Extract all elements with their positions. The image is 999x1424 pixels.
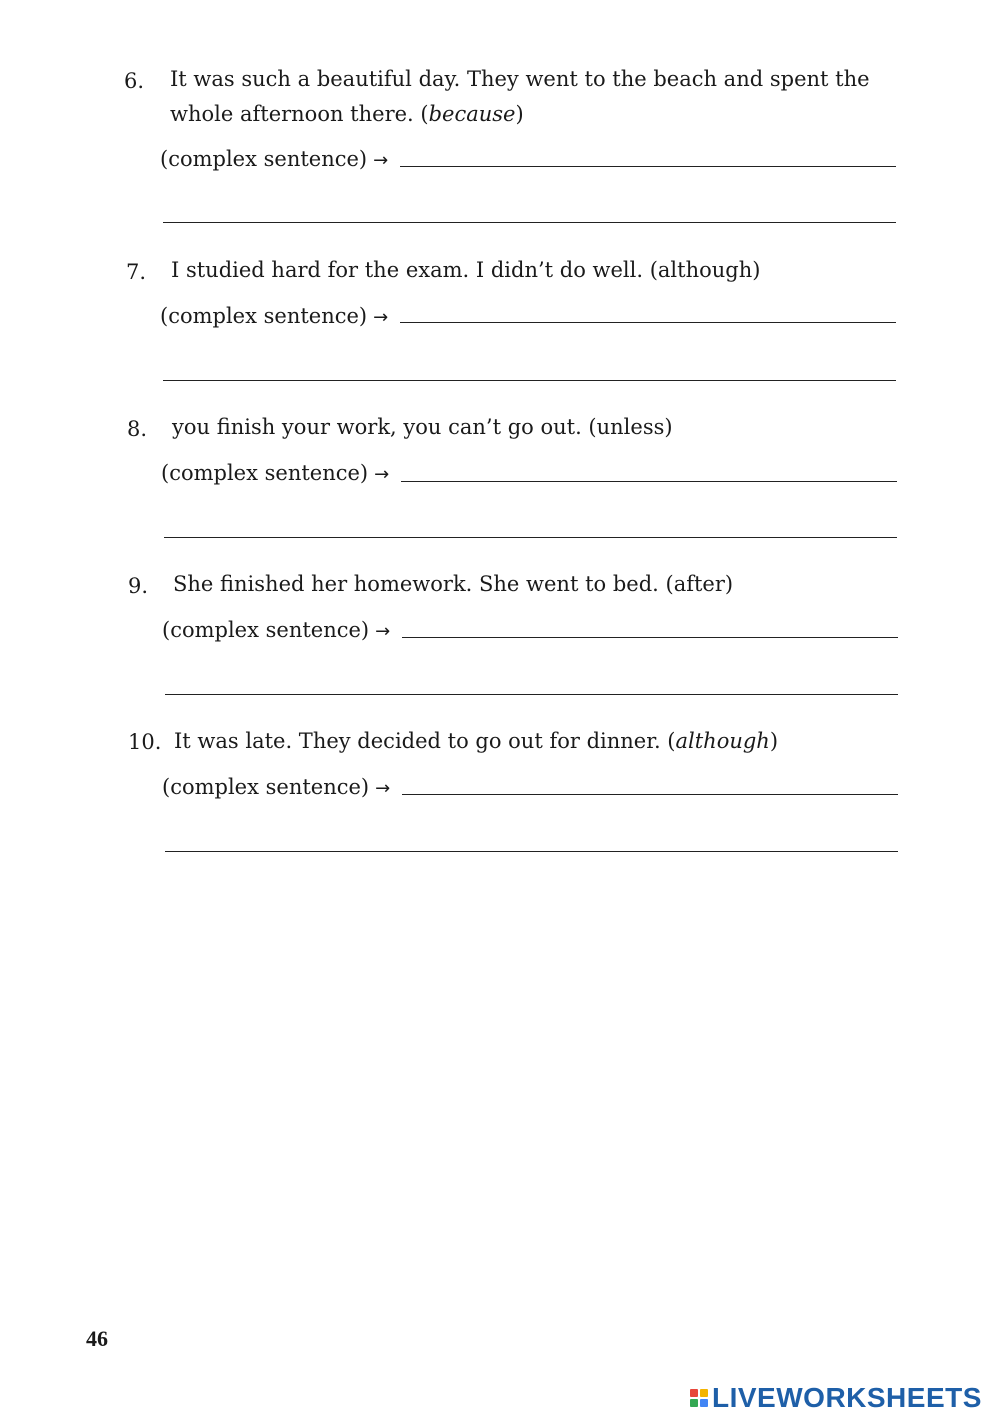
arrow-icon: → (374, 464, 390, 485)
arrow-icon: → (375, 621, 391, 642)
question-prompt: you finish your work, you can’t go out. (unless) (172, 415, 673, 439)
answer-label-row (160, 144, 388, 176)
brand-name: LIVEWORKSHEETS (712, 1382, 982, 1413)
answer-label: (complex sentence) (160, 147, 368, 171)
conjunction-hint: because (428, 102, 516, 126)
answer-line-1[interactable] (401, 481, 897, 482)
question-prompt: She finished her homework. She went to bed. (after) (173, 572, 734, 596)
question-number: 8. (127, 417, 148, 441)
question-number: 6. (124, 69, 145, 93)
logo-square-4 (700, 1399, 708, 1407)
answer-label: (complex sentence) (160, 304, 368, 328)
question-number: 7. (126, 260, 147, 284)
question-number: 9. (128, 574, 149, 598)
answer-line-1[interactable] (400, 322, 896, 323)
answer-line-1[interactable] (402, 794, 898, 795)
logo-square-3 (690, 1399, 698, 1407)
arrow-icon: → (373, 307, 389, 328)
liveworksheets-logo-icon (690, 1389, 708, 1407)
logo-square-2 (700, 1389, 708, 1397)
answer-line-2[interactable] (163, 380, 896, 381)
brand-watermark (690, 1382, 982, 1414)
prompt-end: ) (769, 729, 779, 753)
arrow-icon: → (375, 778, 391, 799)
arrow-icon: → (373, 150, 389, 171)
answer-label: (complex sentence) (162, 775, 370, 799)
prompt-line-2-start: whole afternoon there. ( (170, 102, 429, 126)
page-number: 46 (86, 1326, 108, 1351)
question-prompt (170, 62, 930, 132)
prompt-line-1: It was such a beautiful day. They went to the beach and spent the (170, 67, 870, 91)
answer-line-2[interactable] (165, 694, 898, 695)
logo-square-1 (690, 1389, 698, 1397)
answer-label-row (160, 301, 388, 333)
answer-label-row (162, 615, 390, 647)
answer-line-2[interactable] (165, 851, 898, 852)
question-prompt: I studied hard for the exam. I didn’t do well. (although) (171, 258, 761, 282)
answer-line-2[interactable] (163, 222, 896, 223)
answer-label-row (162, 772, 390, 804)
answer-line-2[interactable] (164, 537, 897, 538)
prompt-start: It was late. They decided to go out for dinner. ( (174, 729, 676, 753)
answer-label-row (161, 458, 389, 490)
answer-label: (complex sentence) (162, 618, 370, 642)
answer-line-1[interactable] (400, 166, 896, 167)
conjunction-hint: although (675, 729, 770, 753)
answer-label: (complex sentence) (161, 461, 369, 485)
prompt-line-2-end: ) (515, 102, 524, 126)
question-prompt (174, 724, 934, 759)
answer-line-1[interactable] (402, 637, 898, 638)
question-number: 10. (128, 730, 162, 754)
